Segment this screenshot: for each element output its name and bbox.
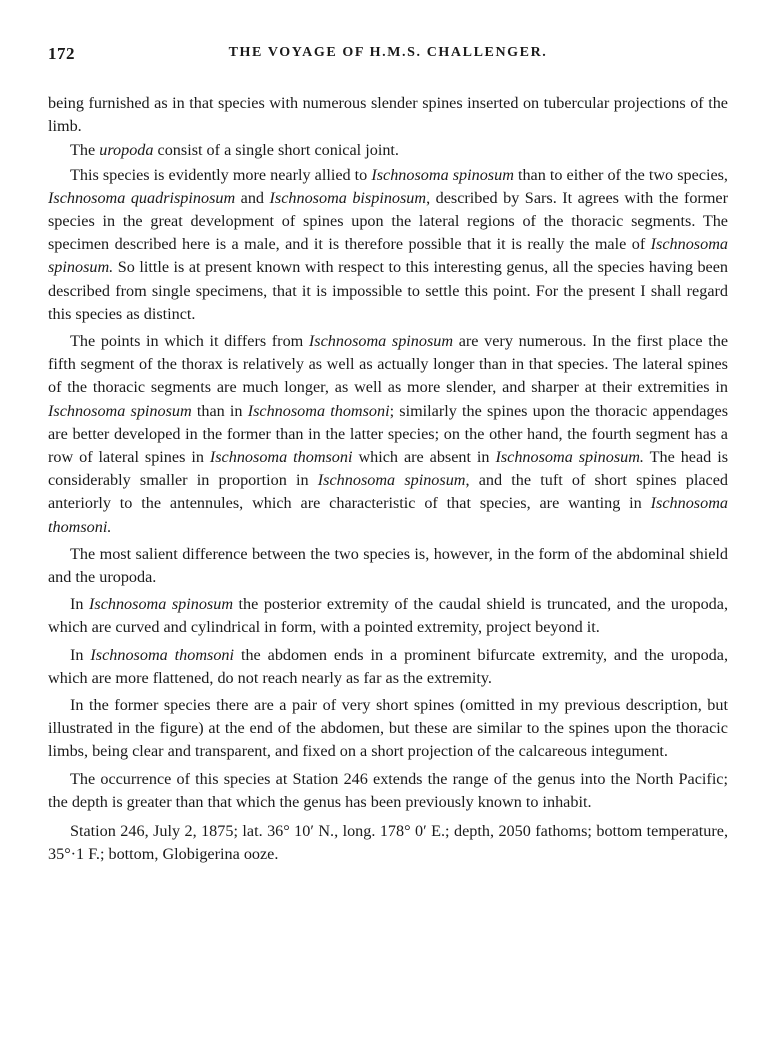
- text-run: This species is evidently more nearly allied to: [70, 165, 372, 184]
- text-run: The points in which it differs from: [70, 332, 309, 351]
- italic-text-run: Ischnosoma thomsoni: [90, 645, 235, 664]
- paragraph: [48, 768, 728, 814]
- italic-text-run: Ischnosoma spinosum: [48, 401, 192, 420]
- italic-text-run: Ischnosoma bispinosum: [269, 188, 427, 207]
- text-run: So little is at present known with respect to this interesting genus, all the species having been described from single specimens, that it is impossible to settle this point. For the present I shall regard this species as distinct.: [48, 258, 728, 323]
- text-run: Station 246, July 2, 1875; lat. 36° 10′ N., long. 178° 0′ E.; depth, 2050 fathoms; bottom temperature, 35°·1 F.; bottom, Globigerina ooze.: [48, 822, 728, 864]
- text-run: the abdomen ends in a prominent bifurcate extremity, and the uropoda, which are more flattened, do not reach nearly as far as the extremity.: [48, 645, 728, 687]
- paragraph: [48, 820, 728, 866]
- italic-text-run: Ischnosoma spinosum.: [48, 235, 728, 277]
- book-page: [48, 40, 728, 867]
- text-run: and: [235, 188, 270, 207]
- italic-text-run: Ischnosoma thomsoni: [247, 401, 390, 420]
- paragraph: [48, 694, 728, 764]
- text-run: In: [70, 595, 89, 614]
- text-run: The most salient difference between the two species is, however, in the form of the abdominal shield and the uropoda.: [48, 544, 728, 587]
- italic-text-run: Ischnosoma thomsoni: [209, 448, 353, 467]
- italic-text-run: Ischnosoma spinosum: [89, 595, 234, 614]
- body-text: [48, 92, 728, 867]
- paragraph: [48, 139, 728, 162]
- text-run: In the former species there are a pair of very short spines (omitted in my previous description, but illustrated in the figure) at the end of the abdomen, but these are similar to the spines upon the thoracic limbs, being clear and transparent, and fixed on a short projection of the calcareous integument.: [48, 696, 728, 761]
- page-number: 172: [48, 44, 75, 63]
- running-title: THE VOYAGE OF H.M.S. CHALLENGER.: [228, 45, 548, 60]
- paragraph: [48, 330, 728, 539]
- text-run: which are absent in: [352, 448, 496, 467]
- italic-text-run: Ischnosoma quadrispinosum: [48, 188, 236, 207]
- italic-text-run: Ischnosoma spinosum: [308, 332, 454, 351]
- text-run: The: [70, 141, 100, 160]
- text-run: than to either of the two species,: [513, 165, 728, 184]
- text-run: The head is considerably smaller in proportion in: [48, 448, 728, 490]
- text-run: In: [70, 645, 91, 664]
- italic-text-run: Ischnosoma spinosum: [317, 471, 466, 490]
- paragraph: [48, 543, 728, 589]
- italic-text-run: Ischnosoma spinosum: [371, 165, 514, 184]
- page-header: [48, 40, 728, 70]
- italic-text-run: uropoda: [99, 141, 154, 160]
- text-run: are very numerous. In the first place the fifth segment of the thorax is relatively as well as actually longer than in that species. The lateral spines of the thoracic segments are much longer, as well as more slender, and sharper at their extremities in: [48, 332, 729, 397]
- italic-text-run: Ischnosoma spinosum.: [495, 448, 644, 467]
- text-run: The occurrence of this species at Station 246 extends the range of the genus into the North Pacific; the depth is greater than that which the genus has been previously known to inhabit.: [48, 769, 728, 811]
- text-run: consist of a single short conical joint.: [153, 141, 399, 160]
- text-run: being furnished as in that species with numerous slender spines inserted on tubercular projections of the limb.: [48, 94, 728, 136]
- text-run: , described by Sars. It agrees with the former species in the great development of spines upon the lateral regions of the thoracic segments. The specimen described here is a male, and it is therefore possible that it is really the male of: [48, 188, 728, 254]
- paragraph: [48, 92, 728, 138]
- paragraph: [48, 593, 728, 639]
- italic-text-run: Ischnosoma thomsoni.: [48, 494, 728, 536]
- paragraph: [48, 644, 728, 690]
- paragraph: [48, 164, 728, 326]
- text-run: the posterior extremity of the caudal shield is truncated, and the uropoda, which are curved and cylindrical in form, with a pointed extremity, project beyond it.: [48, 595, 728, 637]
- text-run: , and the tuft of short spines placed anteriorly to the antennules, which are characteristic of that species, are wanting in: [48, 471, 729, 513]
- text-run: than in: [191, 401, 248, 420]
- text-run: ; similarly the spines upon the thoracic appendages are better developed in the former than in the latter species; on the other hand, the fourth segment has a row of lateral spines in: [48, 401, 728, 467]
